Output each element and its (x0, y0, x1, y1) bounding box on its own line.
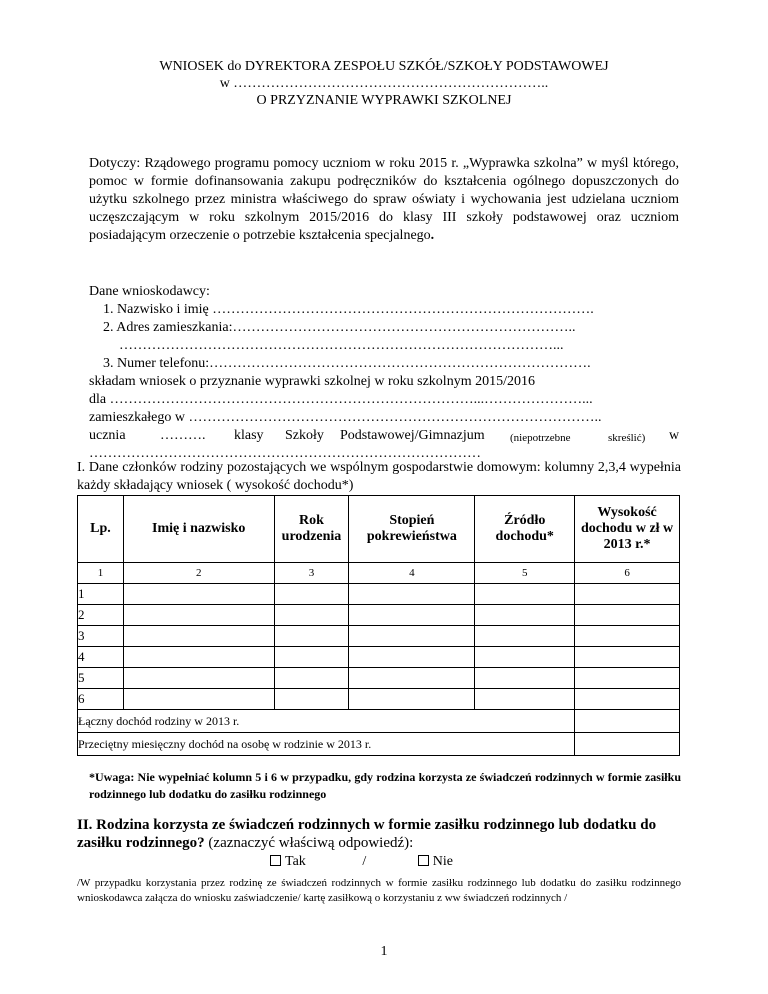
col-header-lp: Lp. (78, 496, 124, 563)
option-separator: / (362, 854, 367, 869)
income-amount-cell[interactable] (575, 605, 680, 626)
col-number: 5 (475, 563, 575, 584)
table-row (78, 668, 680, 689)
average-income-row (78, 733, 680, 756)
col-header-income-amount: Wysokość dochodu w zł w 2013 r.* (575, 496, 680, 563)
name-cell[interactable] (123, 626, 274, 647)
col-number: 3 (274, 563, 349, 584)
col-number: 4 (349, 563, 475, 584)
req4-student: ucznia (89, 428, 126, 443)
row-number: 1 (78, 584, 124, 605)
option-yes[interactable] (270, 854, 306, 869)
applicant-address-field[interactable]: 2. Adres zamieszkania:……………………………………………………………….. (103, 320, 576, 335)
row-number: 4 (78, 647, 124, 668)
req4-class-field[interactable]: ………. (160, 428, 206, 443)
row-number: 5 (78, 668, 124, 689)
doc-title-line3: O PRZYZNANIE WYPRAWKI SZKOLNEJ (256, 93, 512, 108)
table-row (78, 626, 680, 647)
intro-text: Dotyczy: Rządowego programu pomocy uczniom w roku 2015 r. „Wyprawka szkolna” w myśl którego, pomoc w formie dofinansowania zakupu podręczników do kształcenia ogólnego dopuszczonych do użytku szkolnego przez ministra właściwego do spraw oświaty i wychowania jest udzielana uczniom uczęszczającym w roku szkolnym 2015/2016 do klasy III szkoły podstawowej oraz uczniom posiadającym orzeczenie o potrzebie kształcenia specjalnego (89, 156, 679, 243)
yes-no-choices (270, 854, 453, 870)
applicant-heading: Dane wnioskodawcy: (89, 284, 210, 299)
section-1-heading: I. Dane członków rodziny pozostających we wspólnym gospodarstwie domowym: kolumny 2,3,4 wypełnia każdy składający wniosek ( wysokość dochodu*) (77, 460, 681, 493)
col-number: 2 (123, 563, 274, 584)
req4-w: w (669, 428, 680, 443)
row-number: 3 (78, 626, 124, 647)
birth-year-cell[interactable] (274, 689, 349, 710)
total-income-row (78, 710, 680, 733)
req4-note-2: skreślić) (608, 432, 646, 444)
average-income-label: Przeciętny miesięczny dochód na osobę w rodzinie w 2013 r. (78, 733, 575, 756)
table-note: *Uwaga: Nie wypełniać kolumn 5 i 6 w przypadku, gdy rodzina korzysta ze świadczeń rodzinnych w formie zasiłku rodzinnego lub dodatku do zasiłku rodzinnego (89, 770, 681, 801)
table-header-row (78, 496, 680, 563)
table-row (78, 605, 680, 626)
relationship-cell[interactable] (349, 584, 475, 605)
option-yes-label: Tak (285, 854, 306, 869)
applicant-phone-field[interactable]: 3. Numer telefonu:………………………………………………………………………. (103, 356, 591, 371)
name-cell[interactable] (123, 668, 274, 689)
doc-title-line1: WNIOSEK do DYREKTORA ZESPOŁU SZKÓŁ/SZKOŁY PODSTAWOWEJ (159, 59, 609, 74)
total-income-cell[interactable] (575, 710, 680, 733)
col-header-birth-year: Rok urodzenia (274, 496, 349, 563)
req4-note-1: (niepotrzebne (510, 432, 571, 444)
option-no-label: Nie (432, 854, 454, 869)
option-no[interactable] (418, 854, 453, 869)
page-number: 1 (380, 944, 388, 959)
section-2-question-hint: (zaznaczyć właściwą odpowiedź): (204, 835, 414, 851)
section-2-footnote: /W przypadku korzystania przez rodzinę ze świadczeń rodzinnych w formie zasiłku rodzinnego lub dodatku do zasiłku rodzinnego wnioskodawca załącza do wniosku zaświadczenie/ kartę zasiłkową o korzystaniu z ww świadczeń rodzinnych / (77, 877, 681, 904)
birth-year-cell[interactable] (274, 584, 349, 605)
intro-paragraph (89, 155, 679, 245)
birth-year-cell[interactable] (274, 647, 349, 668)
checkbox-no[interactable] (418, 855, 429, 866)
relationship-cell[interactable] (349, 605, 475, 626)
name-cell[interactable] (123, 584, 274, 605)
section-2-question-bold: II. Rodzina korzysta ze świadczeń rodzinnych w formie zasiłku rodzinnego lub dodatku do zasiłku rodzinnego? (77, 817, 657, 851)
income-source-cell[interactable] (475, 605, 575, 626)
total-income-label: Łączny dochód rodziny w 2013 r. (78, 710, 575, 733)
income-source-cell[interactable] (475, 689, 575, 710)
checkbox-yes[interactable] (270, 855, 281, 866)
average-income-cell[interactable] (575, 733, 680, 756)
col-number: 1 (78, 563, 124, 584)
req4-school-label: Szkoły (285, 428, 324, 443)
income-source-cell[interactable] (475, 626, 575, 647)
col-header-relationship: Stopień pokrewieństwa (349, 496, 475, 563)
intro-text-end: . (430, 228, 435, 243)
col-header-name: Imię i nazwisko (123, 496, 274, 563)
doc-title-line2: w ………………………………………………………….. (219, 76, 549, 91)
name-cell[interactable] (123, 647, 274, 668)
req4-school-type: Podstawowej/Gimnazjum (340, 428, 485, 443)
family-members-table (77, 495, 680, 756)
income-amount-cell[interactable] (575, 647, 680, 668)
income-amount-cell[interactable] (575, 626, 680, 647)
income-amount-cell[interactable] (575, 689, 680, 710)
req4-class-label: klasy (234, 428, 264, 443)
col-header-income-source: Źródło dochodu* (475, 496, 575, 563)
column-number-row (78, 563, 680, 584)
request-for-field[interactable]: dla ……………………………………………………………………...…………………... (89, 392, 593, 407)
applicant-name-field[interactable]: 1. Nazwisko i imię ………………………………………………………………………. (103, 302, 594, 317)
income-source-cell[interactable] (475, 668, 575, 689)
relationship-cell[interactable] (349, 626, 475, 647)
row-number: 2 (78, 605, 124, 626)
table-row (78, 584, 680, 605)
name-cell[interactable] (123, 605, 274, 626)
income-source-cell[interactable] (475, 584, 575, 605)
birth-year-cell[interactable] (274, 626, 349, 647)
birth-year-cell[interactable] (274, 605, 349, 626)
relationship-cell[interactable] (349, 668, 475, 689)
income-amount-cell[interactable] (575, 668, 680, 689)
income-source-cell[interactable] (475, 647, 575, 668)
table-row (78, 689, 680, 710)
request-line-1: składam wniosek o przyznanie wyprawki szkolnej w roku szkolnym 2015/2016 (89, 374, 535, 389)
section-2-question (77, 816, 681, 852)
request-residence-field[interactable]: zamieszkałego w …………………………………………………………………………….. (89, 410, 602, 425)
income-amount-cell[interactable] (575, 584, 680, 605)
col-number: 6 (575, 563, 680, 584)
table-row (78, 647, 680, 668)
relationship-cell[interactable] (349, 689, 475, 710)
applicant-address-field-2[interactable]: …………………………………………………………………………………... (119, 338, 564, 353)
birth-year-cell[interactable] (274, 668, 349, 689)
name-cell[interactable] (123, 689, 274, 710)
relationship-cell[interactable] (349, 647, 475, 668)
row-number: 6 (78, 689, 124, 710)
req5-field[interactable]: ………………………………………………………………………… (89, 446, 481, 461)
